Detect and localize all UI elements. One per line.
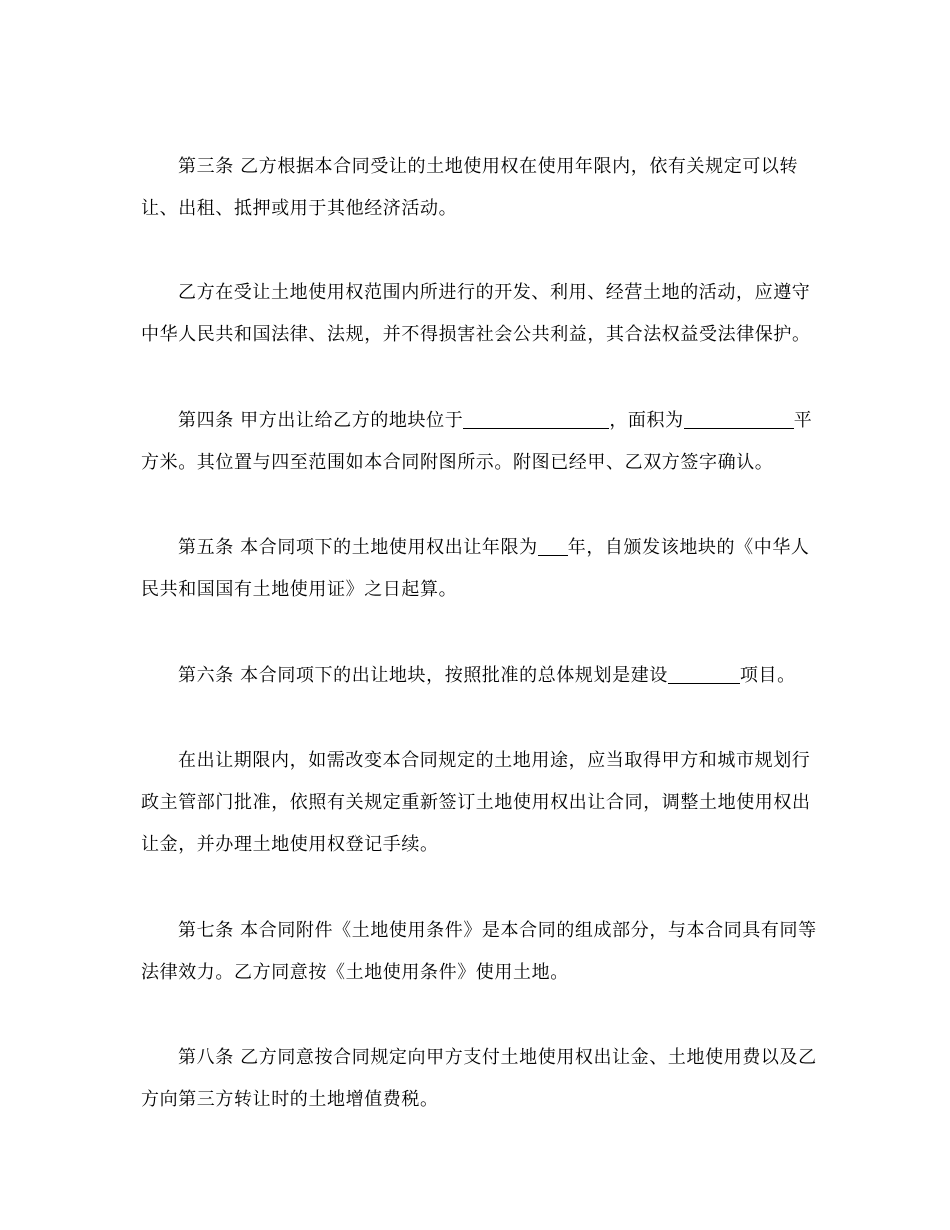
article-7-paragraph: 第七条 本合同附件《土地使用条件》是本合同的组成部分，与本合同具有同等法律效力。乙方同意按《土地使用条件》使用土地。 [141, 920, 817, 983]
area-blank-line [684, 410, 794, 429]
article-4-text-part3: 平方米。其位置与四至范围如本合同附图所示。附图已经甲、乙双方签字确认。 [141, 410, 813, 473]
article-6-paragraph [141, 655, 821, 697]
location-blank-line [463, 410, 609, 429]
article-6-text-part2: 项目。 [739, 665, 796, 686]
article-5-text-part2: 年，自颁发该地块的《中华人民共和国国有土地使用证》之日起算。 [141, 537, 810, 600]
article-4-paragraph [141, 400, 821, 484]
article-5-text-part1: 第五条 本合同项下的土地使用权出让年限为 [178, 537, 538, 558]
article-3-paragraph: 第三条 乙方根据本合同受让的土地使用权在使用年限内，依有关规定可以转让、出租、抵押或用于其他经济活动。 [141, 156, 799, 219]
article-6-text-part1: 第六条 本合同项下的出让地块，按照批准的总体规划是建设 [178, 665, 668, 686]
article-5-paragraph [141, 527, 821, 611]
article-4-text-part2: ，面积为 [609, 410, 684, 431]
project-blank-line [668, 665, 740, 684]
article-3-continuation-paragraph: 乙方在受让土地使用权范围内所进行的开发、利用、经营土地的活动，应遵守中华人民共和国法律、法规，并不得损害社会公共利益，其合法权益受法律保护。 [141, 282, 811, 345]
article-8-paragraph: 第八条 乙方同意按合同规定向甲方支付土地使用权出让金、土地使用费以及乙方向第三方转让时的土地增值费税。 [141, 1047, 817, 1110]
years-blank-line [538, 537, 568, 556]
article-6-continuation-paragraph: 在出让期限内，如需改变本合同规定的土地用途，应当取得甲方和城市规划行政主管部门批准，依照有关规定重新签订土地使用权出让合同，调整土地使用权出让金，并办理土地使用权登记手续。 [141, 750, 811, 855]
article-4-text-part1: 第四条 甲方出让给乙方的地块位于 [178, 410, 464, 431]
